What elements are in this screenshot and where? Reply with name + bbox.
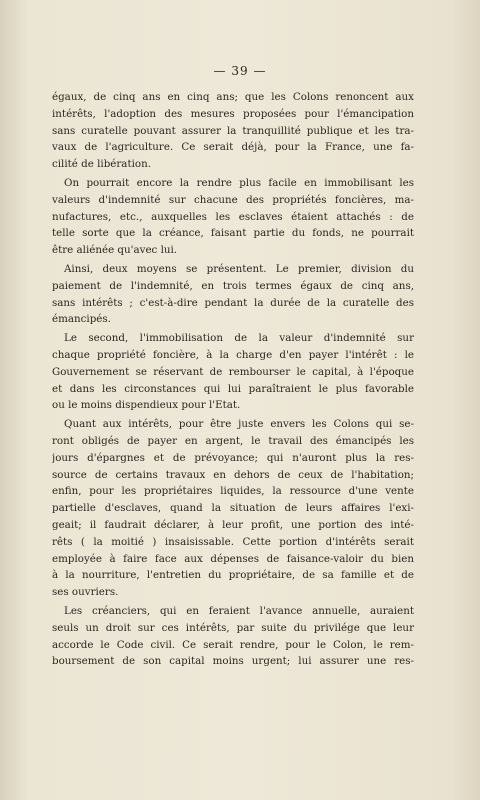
text-line: seuls un droit sur ces intérêts, par suite du privilége que leur [52,621,414,634]
text-line: à la nourriture, l'entretien du propriétaire, de sa famille et de [52,569,414,582]
text-line: Quant aux intérêts, pour être juste envers les Colons qui se- [64,418,414,431]
text-line: accorde le Code civil. Ce serait rendre, pour le Colon, le rem- [52,638,414,651]
paragraph [52,330,414,414]
text-line: chaque propriété foncière, à la charge d'en payer l'intérêt : le [52,348,414,361]
paragraph [52,261,414,328]
text-line: telle sorte que la créance, faisant partie du fonds, ne pourrait [52,227,414,240]
text-line: partielle d'esclaves, quand la situation de leurs affaires l'exi- [52,502,414,515]
text-line: nufactures, etc., auxquelles les esclaves étaient attachés : de [52,210,414,223]
text-line: cilité de libération. [52,158,151,171]
text-line: vaux de l'agriculture. Ce serait déjà, pour la France, une fa- [52,141,414,154]
text-line: paiement de l'indemnité, en trois termes égaux de cinq ans, [52,279,414,292]
text-line: employée à faire face aux dépenses de faisance-valoir du bien [52,552,414,565]
text-line: être aliénée qu'avec lui. [52,244,178,257]
paragraph [52,603,414,670]
text-line: sans intérêts ; c'est-à-dire pendant la durée de la curatelle des [52,296,414,309]
text-line: ou le moins dispendieux pour l'Etat. [52,399,241,412]
text-line: sans curatelle pouvant assurer la tranquillité publique et les tra- [52,124,414,137]
paragraph [52,89,414,173]
text-line: émancipés. [52,313,111,326]
text-line: source de certains travaux en dehors de ceux de l'habitation; [52,468,414,481]
text-line: geait; il faudrait déclarer, à leur profit, une portion des inté- [52,518,414,531]
paragraph [52,175,414,259]
text-line: jours d'épargnes et de prévoyance; qui n'auront plus la res- [52,451,414,464]
paragraph [52,416,414,601]
text-line: rêts ( la moitié ) insaisissable. Cette portion d'intérêts serait [52,535,414,548]
body-text [52,89,414,672]
text-line: ront obligés de payer en argent, le travail des émancipés les [52,434,414,447]
text-line: Gouvernement se réservant de rembourser le capital, à l'époque [52,365,414,378]
text-line: Ainsi, deux moyens se présentent. Le premier, division du [64,262,414,275]
text-line: Les créanciers, qui en feraient l'avance annuelle, auraient [64,604,414,617]
text-line: Le second, l'immobilisation de la valeur d'indemnité sur [64,332,414,345]
text-line: valeurs d'indemnité sur chacune des propriétés foncières, ma- [52,193,414,206]
text-line: ses ouvriers. [52,586,119,599]
text-line: intérêts, l'adoption des mesures proposées pour l'émancipation [52,107,414,120]
text-line: On pourrait encore la rendre plus facile en immobilisant les [64,176,414,189]
text-line: et dans les circonstances qui lui paraîtraient le plus favorable [52,382,414,395]
text-line: enfin, pour les propriétaires liquides, la ressource d'une vente [52,485,414,498]
page-number: — 39 — [213,64,267,78]
text-line: boursement de son capital moins urgent; lui assurer une res- [52,655,414,668]
text-line: égaux, de cinq ans en cinq ans; que les Colons renoncent aux [52,91,414,103]
